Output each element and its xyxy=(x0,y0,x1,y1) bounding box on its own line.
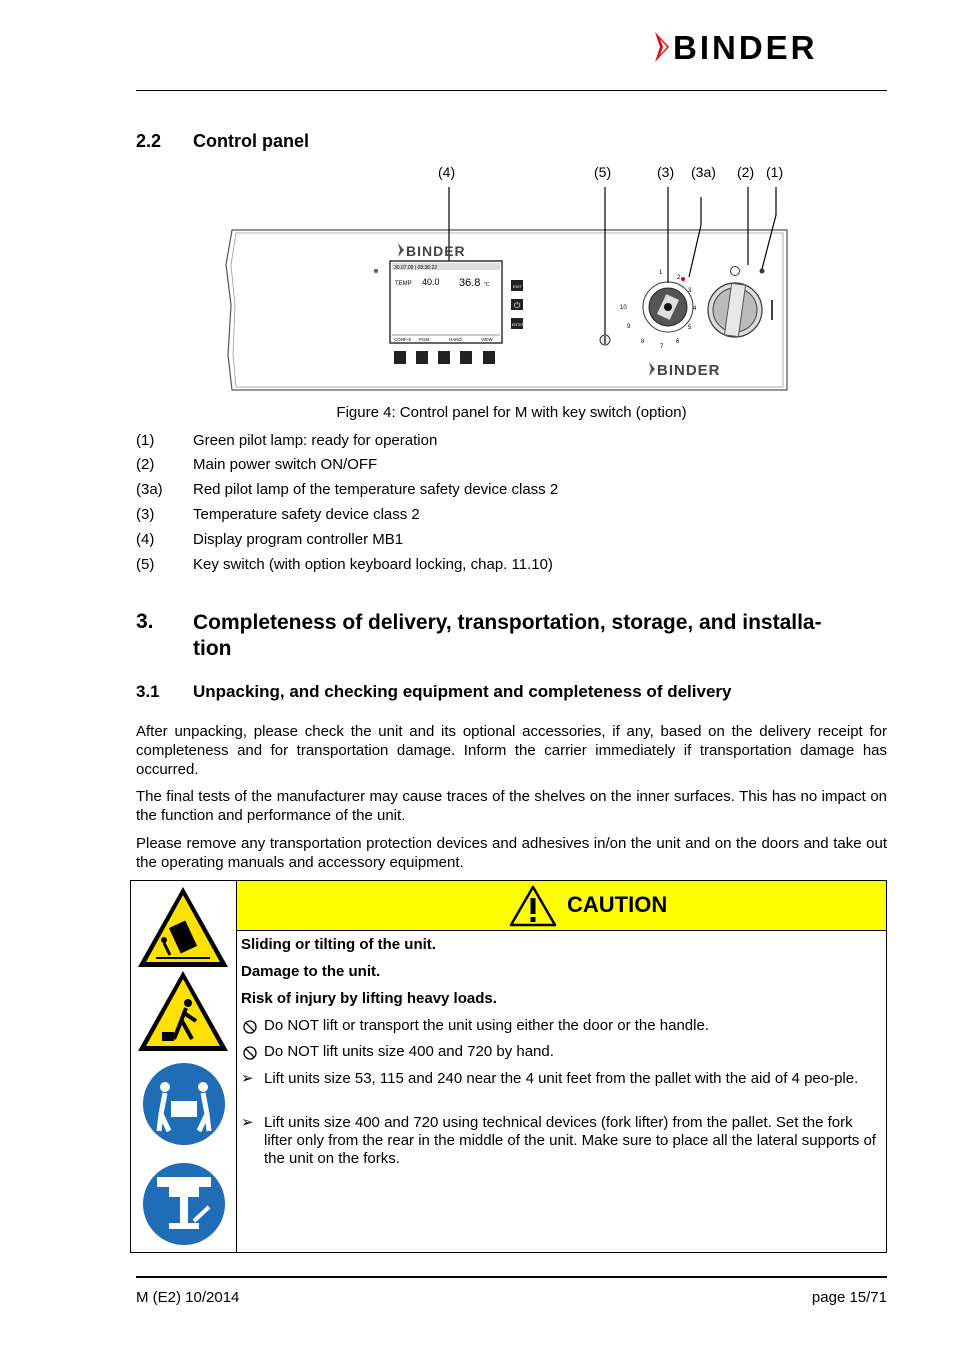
hazard-line: Damage to the unit. xyxy=(241,963,381,980)
subsection-number: 3.1 xyxy=(136,682,160,701)
warning-triangle-icon xyxy=(509,885,557,927)
exit-button-label: EXIT xyxy=(513,284,522,289)
header-rule xyxy=(136,90,887,91)
section-title: Control panel xyxy=(193,131,309,151)
callout-2: (2) xyxy=(737,164,755,180)
softkey-4: VIEW xyxy=(481,337,493,342)
svg-text:3: 3 xyxy=(688,288,692,294)
caution-header xyxy=(237,881,886,931)
hazard-line: Risk of injury by lifting heavy loads. xyxy=(241,990,497,1007)
chapter-number: 3. xyxy=(136,610,154,633)
callout-3a: (3a) xyxy=(691,164,716,180)
caution-item: ➢ Lift units size 53, 115 and 240 near the 4 unit feet from the pallet with the aid of 4 peo-ple. xyxy=(241,1070,859,1087)
softkey-3: HAND xyxy=(449,337,462,342)
fork-lifter-icon xyxy=(139,1159,229,1249)
prohibition-icon xyxy=(241,1045,259,1061)
display-unit: °C xyxy=(484,282,490,288)
svg-text:6: 6 xyxy=(676,339,680,345)
caution-item: ➢ Lift units size 400 and 720 using technical devices (fork lifter) from the pallet. Set the fork lifter only from the rear in the middle of the unit. Make sure to place all the lateral supports of the unit on the forks. xyxy=(241,1114,876,1167)
caution-label: CAUTION xyxy=(567,892,668,917)
arrow-bullet-icon: ➢ xyxy=(241,1114,254,1131)
display-setpoint: 40.0 xyxy=(422,277,440,287)
footer-rule xyxy=(136,1276,887,1278)
footer-doc-id: M (E2) 10/2014 xyxy=(136,1289,240,1306)
svg-text:7: 7 xyxy=(660,344,664,350)
hazard-line: Sliding or tilting of the unit. xyxy=(241,936,436,953)
footer-page-number: page 15/71 xyxy=(811,1289,887,1306)
svg-text:8: 8 xyxy=(641,339,645,345)
enter-button-label: ENTER xyxy=(512,323,525,327)
callout-1: (1) xyxy=(766,164,784,180)
paragraph: Please remove any transportation protection devices and adhesives in/on the unit and on the doors and take out the operating manuals and accessory equipment. xyxy=(136,835,887,871)
safety-icons-column xyxy=(131,881,237,1252)
subsection-title: Unpacking, and checking equipment and completeness of delivery xyxy=(193,682,732,701)
paragraph: After unpacking, please check the unit and its optional accessories, if any, based on the delivery receipt for completeness and for transportation damage. Inform the carrier immediately if transportation damage has occurred. xyxy=(136,723,887,778)
display-actual: 36.8 xyxy=(459,277,481,289)
paragraph: The final tests of the manufacturer may cause traces of the shelves on the inner surfaces. This has no impact on the function and performance of the unit. xyxy=(136,788,887,824)
two-person-lift-icon xyxy=(139,1059,229,1149)
svg-text:2: 2 xyxy=(677,275,681,281)
caution-item: Do NOT lift units size 400 and 720 by hand. xyxy=(241,1043,881,1063)
svg-text:10: 10 xyxy=(620,305,627,311)
softkey-2: PGM xyxy=(419,337,430,342)
panel-brand-bottom: BINDER xyxy=(657,362,721,379)
figure-caption: Figure 4: Control panel for M with key switch (option) xyxy=(336,404,687,421)
control-panel-figure xyxy=(136,155,887,395)
callout-4: (4) xyxy=(438,164,456,180)
tilting-warning-icon xyxy=(136,885,230,969)
arrow-bullet-icon: ➢ xyxy=(241,1070,254,1087)
svg-text:4: 4 xyxy=(693,306,697,312)
prohibition-icon xyxy=(241,1019,259,1035)
caution-item: Do NOT lift or transport the unit using either the door or the handle. xyxy=(241,1017,881,1037)
display-channel: TEMP xyxy=(395,281,412,287)
panel-brand-top: BINDER xyxy=(406,243,466,259)
callout-5: (5) xyxy=(594,164,612,180)
svg-text:5: 5 xyxy=(688,325,692,331)
binder-logo xyxy=(655,30,887,64)
heavy-lifting-warning-icon xyxy=(136,969,230,1053)
softkey-1: CONF-S xyxy=(394,337,412,342)
power-button-label: ⏻ xyxy=(514,301,521,310)
caution-box xyxy=(130,880,887,1253)
svg-text:1: 1 xyxy=(659,270,663,276)
chapter-title: Completeness of delivery, transportation, storage, and installa- tion xyxy=(193,611,822,660)
svg-text:9: 9 xyxy=(627,324,631,330)
svg-text:BINDER: BINDER xyxy=(673,30,818,64)
callout-3: (3) xyxy=(657,164,675,180)
section-number: 2.2 xyxy=(136,131,162,151)
display-status: 30.07.09 | 08:36:22 xyxy=(394,265,438,271)
